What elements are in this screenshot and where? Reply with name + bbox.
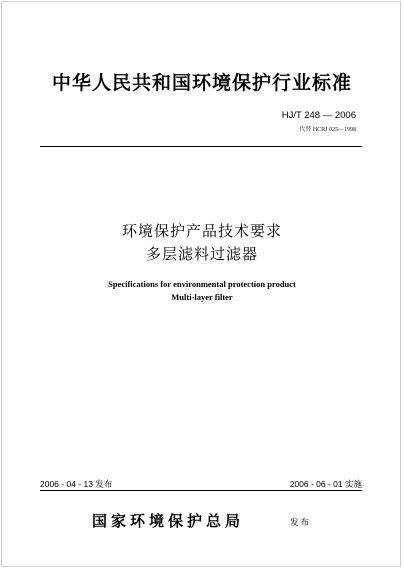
bottom-divider [40, 490, 362, 491]
publisher-name: 国家环境保护总局 [92, 512, 245, 530]
publish-label: 发布 [290, 518, 312, 528]
replaced-standard: 代替 HCRJ 025—1998 [299, 127, 356, 133]
implementation-date: 2006 - 06 - 01 实施 [289, 479, 362, 489]
title-cn-line1: 环境保护产品技术要求 [121, 222, 282, 240]
standard-number: HJ/T 248 — 2006 [281, 110, 356, 121]
top-divider [40, 146, 362, 147]
standard-heading: 中华人民共和国环境保护行业标准 [51, 72, 352, 94]
title-cn-line2: 多层滤料过滤器 [145, 245, 258, 263]
title-en-line1: Specifications for environmental protection product [108, 279, 296, 289]
issue-date: 2006 - 04 - 13 发布 [40, 479, 113, 489]
title-en-line2: Multi-layer filter [171, 292, 233, 302]
